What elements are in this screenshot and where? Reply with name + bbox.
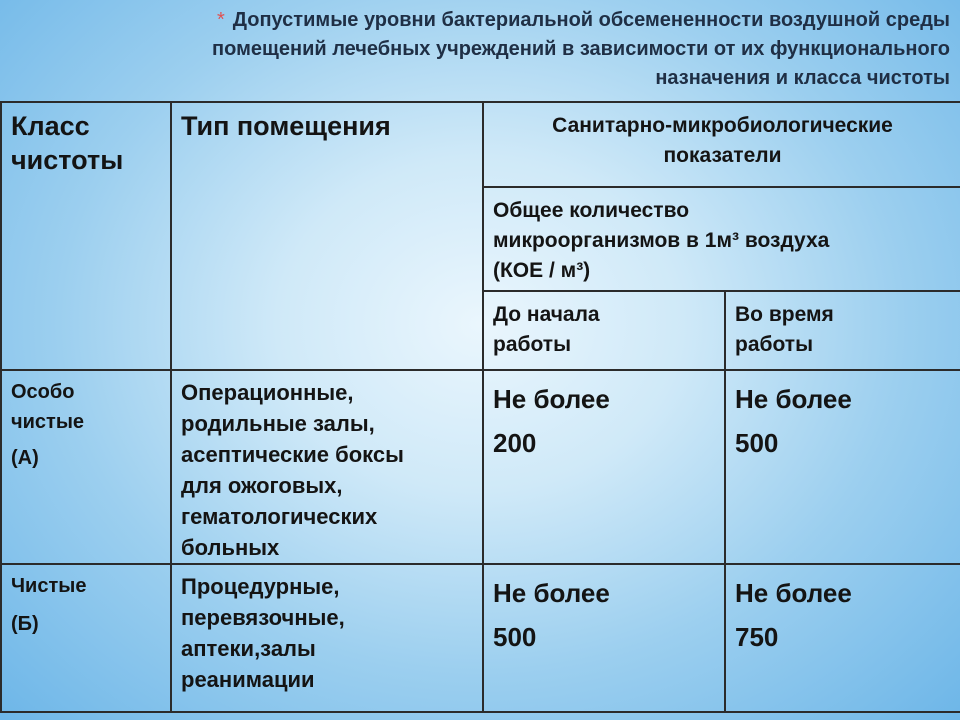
header-total-count: Общее количество микроорганизмов в 1м³ воздуха (КОЕ / м³): [483, 187, 960, 291]
header-during-work: Во время работы: [725, 291, 960, 370]
title-bullet: *: [216, 9, 225, 31]
title-line-3: назначения и класса чистоты: [655, 67, 950, 89]
row-b-during-value: Не более 750: [725, 564, 960, 712]
row-b-room-type: Процедурные, перевязочные, аптеки,залы реанимации: [171, 564, 483, 712]
row-b-class: Чистые (Б): [1, 564, 171, 712]
row-a-before-value: Не более 200: [483, 370, 725, 564]
table-row: [1, 564, 960, 712]
contamination-table: [0, 101, 960, 713]
slide-title: [80, 6, 950, 93]
row-a-class: Особо чистые (А): [1, 370, 171, 564]
row-a-room-type: Операционные, родильные залы, асептические боксы для ожоговых, гематологических больных: [171, 370, 483, 564]
header-before-work: До начала работы: [483, 291, 725, 370]
title-line-1: * Допустимые уровни бактериальной обсемененности воздушной среды: [216, 9, 950, 31]
row-a-during-value: Не более 500: [725, 370, 960, 564]
header-row-1: [1, 102, 960, 187]
header-class: Класс чистоты: [1, 102, 171, 370]
table-row: [1, 370, 960, 564]
row-b-before-value: Не более 500: [483, 564, 725, 712]
header-indicators: Санитарно-микробиологические показатели: [483, 102, 960, 187]
header-room-type: Тип помещения: [171, 102, 483, 370]
title-line-2: помещений лечебных учреждений в зависимости от их функционального: [212, 38, 950, 60]
